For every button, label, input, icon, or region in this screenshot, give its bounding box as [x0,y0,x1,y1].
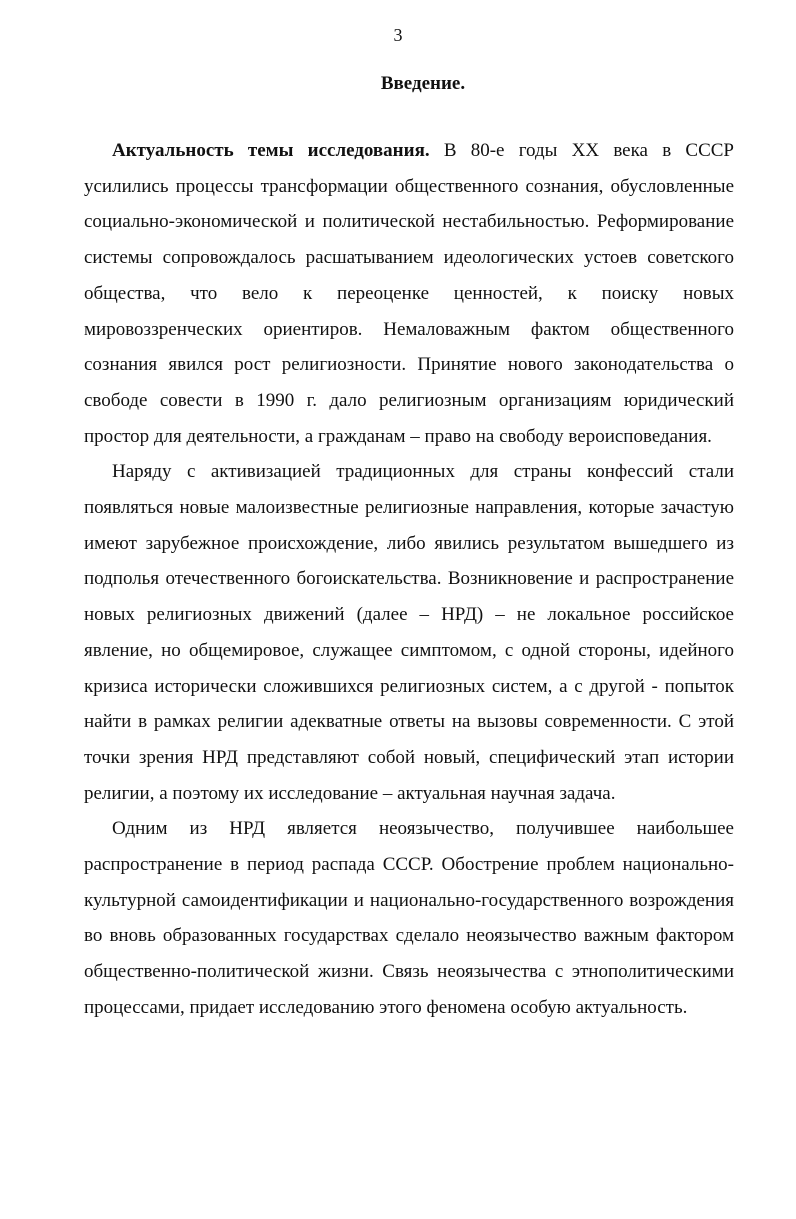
paragraph-relevance [84,133,734,454]
paragraph-text: В 80-е годы XX века в СССР усилились процессы трансформации общественного сознания, обусловленные социально-экономической и политической нестабильностью. Реформирование системы сопровождалось расшатыванием идеологических устоев советского общества, что вело к переоценке ценностей, к поиску новых мировоззренческих ориентиров. Немаловажным фактом общественного сознания явился рост религиозности. Принятие нового законодательства о свободе совести в 1990 г. дало религиозным организациям юридический простор для деятельности, а гражданам – право на свободу вероисповедания. [84,140,734,447]
paragraph-text: Наряду с активизацией традиционных для страны конфессий стали появляться новые малоизвестные религиозные направления, которые зачастую имеют зарубежное происхождение, либо явились результатом вышедшего из подполья отечественного богоискательства. Возникновение и распространение новых религиозных движений (далее – НРД) – не локальное российское явление, но общемировое, служащее симптомом, с одной стороны, идейного кризиса исторически сложившихся религиозных систем, а с другой - попыток найти в рамках религии адекватные ответы на вызовы современности. С этой точки зрения НРД представляют собой новый, специфический этап истории религии, а поэтому их исследование – актуальная научная задача. [84,461,734,804]
page-number: 3 [393,25,403,45]
section-title: Введение. [380,73,466,94]
paragraph-text: Одним из НРД является неоязычество, получившее наибольшее распространение в период распада СССР. Обострение проблем национально-культурной самоидентификации и национально-государственного возрождения во вновь образованных государствах сделало неоязычество важным фактором общественно-политической жизни. Связь неоязычества с этнополитическими процессами, придает исследованию этого феномена особую актуальность. [84,818,734,1018]
paragraph-neopaganism [84,811,734,1025]
paragraph-lead: Актуальность темы исследования. [112,140,430,161]
body-text [84,133,734,1026]
paragraph-new-religious-movements [84,454,734,811]
